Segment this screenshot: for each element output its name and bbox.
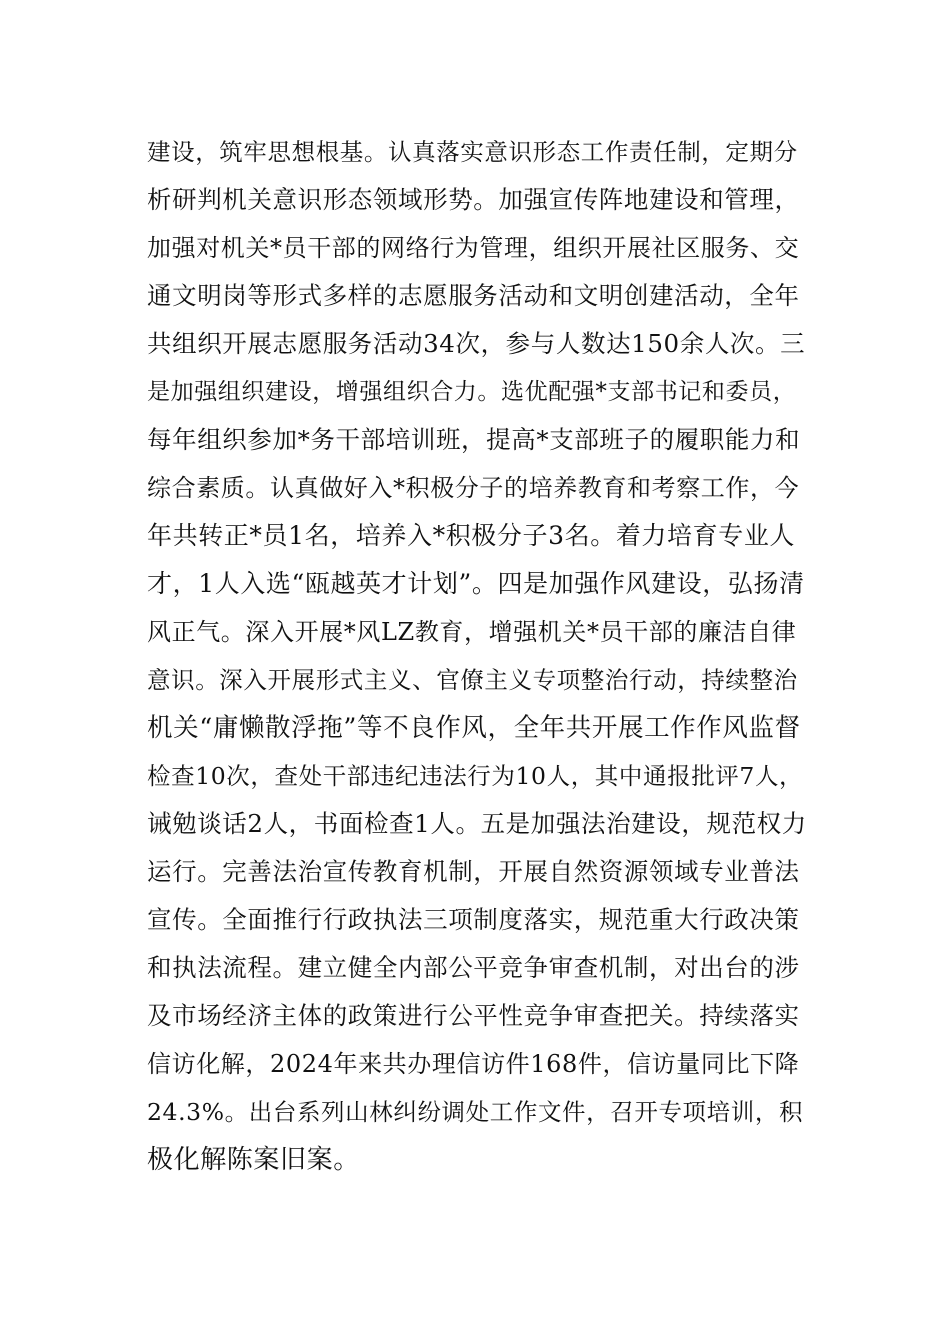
paragraph-line: 共组织开展志愿服务活动34次，参与人数达150余人次。三 [147,329,806,358]
paragraph-line: 和执法流程。建立健全内部公平竞争审查机制，对出台的涉 [147,953,800,982]
paragraph-line: 年共转正*员1名，培养入*积极分子3名。着力培育专业人 [147,521,796,550]
paragraph-line: 意识。深入开展形式主义、官僚主义专项整治行动，持续整治 [147,666,798,694]
paragraph-line: 通文明岗等形式多样的志愿服务活动和文明创建活动，全年 [147,281,800,310]
paragraph-line: 极化解陈案旧案。 [147,1145,360,1175]
paragraph-line: 机关“庸懒散浮拖”等不良作风，全年共开展工作作风监督 [147,713,801,743]
paragraph-line: 析研判机关意识形态领域形势。加强宣传阵地建设和管理， [147,185,800,214]
paragraph-line: 检查10次，查处干部违纪违法行为10人，其中通报批评7人， [147,762,804,790]
paragraph-line: 每年组织参加*务干部培训班，提高*支部班子的履职能力和 [147,425,801,454]
paragraph-line: 诫勉谈话2人，书面检查1人。五是加强法治建设，规范权力 [147,809,807,838]
paragraph-line: 运行。完善法治宣传教育机制，开展自然资源领域专业普法 [147,857,800,886]
paragraph-line: 才，1人入选“瓯越英才计划”。四是加强作风建设，弘扬清 [147,569,805,598]
paragraph-line: 24.3%。出台系列山林纠纷调处工作文件，召开专项培训，积 [147,1098,804,1126]
paragraph-line: 及市场经济主体的政策进行公平性竞争审查把关。持续落实 [147,1001,800,1030]
paragraph-line: 风正气。深入开展*风LZ教育，增强机关*员干部的廉洁自律 [147,618,797,646]
paragraph-line: 宣传。全面推行行政执法三项制度落实，规范重大行政决策 [147,905,800,934]
paragraph-line: 加强对机关*员干部的网络行为管理，组织开展社区服务、交 [147,234,800,262]
paragraph-line: 建设，筑牢思想根基。认真落实意识形态工作责任制，定期分 [147,138,798,166]
paragraph-line: 信访化解，2024年来共办理信访件168件，信访量同比下降 [147,1050,800,1078]
paragraph-line: 综合素质。认真做好入*积极分子的培养教育和考察工作，今 [147,474,800,502]
paragraph-line: 是加强组织建设，增强组织合力。选优配强*支部书记和委员， [147,379,797,405]
